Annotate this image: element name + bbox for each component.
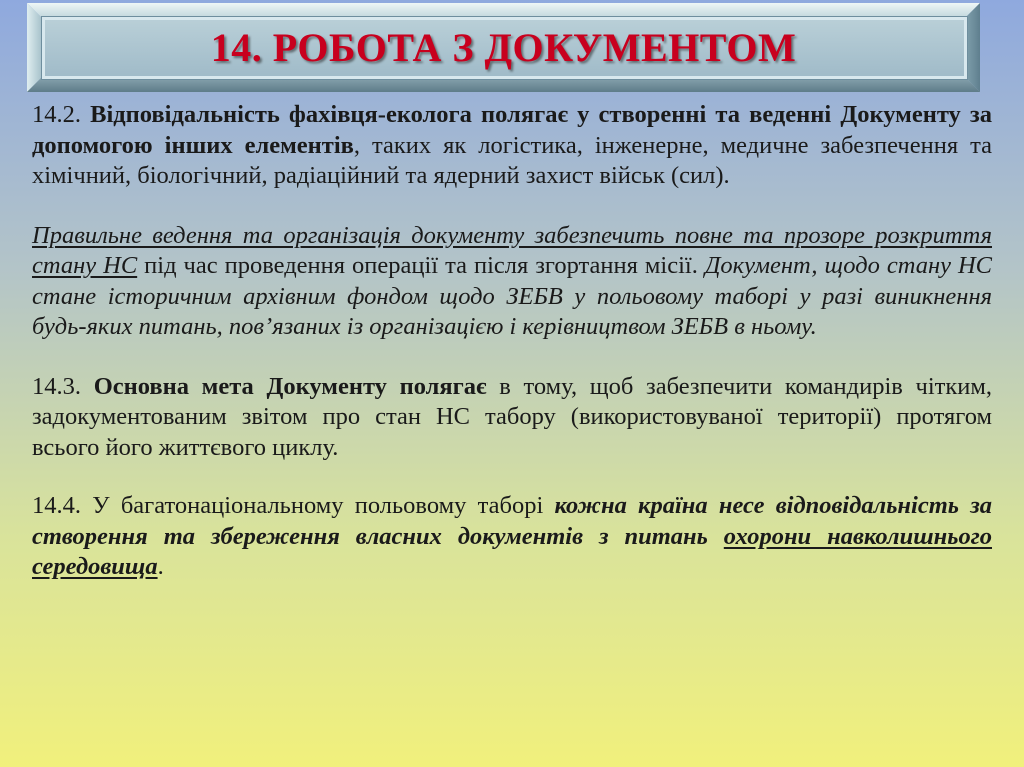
section-number: 14.3. — [32, 372, 81, 400]
title-bevel-right — [966, 3, 980, 92]
title-bevel-left — [27, 3, 41, 92]
section-number: 14.4. — [32, 492, 81, 519]
title-bevel-top — [27, 3, 980, 17]
bold-statement: Відповідальність фахівця-еколога полягає у створенні та веденні Документу за допомогою інших елементів — [32, 101, 992, 159]
paragraph-text: , таких як логістика, інженерне, медичне забезпечення та хімічний, біологічний, радіаційний та ядерний захист військ (сил). — [32, 131, 992, 189]
paragraph-end: . — [157, 553, 164, 580]
bold-italic-statement: кожна країна несе відповідальність за створення та збереження власних документів з питань — [32, 492, 993, 550]
slide-body — [32, 100, 992, 583]
paragraph-text: в тому, щоб забезпечити командирів чітким, задокументованим звітом про стан НС табору (використовуваної території) протягом всього його життєвого циклу. — [32, 372, 992, 461]
paragraph-text: У багатонаціональному польовому таборі — [92, 492, 555, 519]
bold-italic-underlined-statement: охорони навколишнього середовища — [32, 522, 992, 580]
slide-title: 14. РОБОТА З ДОКУМЕНТОМ — [210, 24, 797, 70]
title-bevel-bottom — [27, 78, 980, 92]
section-number: 14.2. — [32, 101, 81, 128]
paragraph-14-2 — [32, 100, 992, 192]
bold-statement: Основна мета Документу полягає — [93, 372, 487, 400]
paragraph-documentation — [32, 221, 992, 343]
paragraph-text: під час проведення операції та після згортання місії. — [137, 252, 698, 279]
paragraph-14-4 — [32, 491, 992, 583]
italic-underlined-statement: Правильне ведення та організація документу забезпечить повне та прозоре розкриття стану НС — [32, 221, 992, 279]
paragraph-14-3 — [32, 372, 992, 464]
italic-statement: Документ, щодо стану НС стане історичним архівним фондом щодо ЗЕБВ у польовому таборі у разі виникнення будь-яких питань, пов’язаних із організацією і керівництвом ЗЕБВ в ньому. — [32, 252, 993, 340]
